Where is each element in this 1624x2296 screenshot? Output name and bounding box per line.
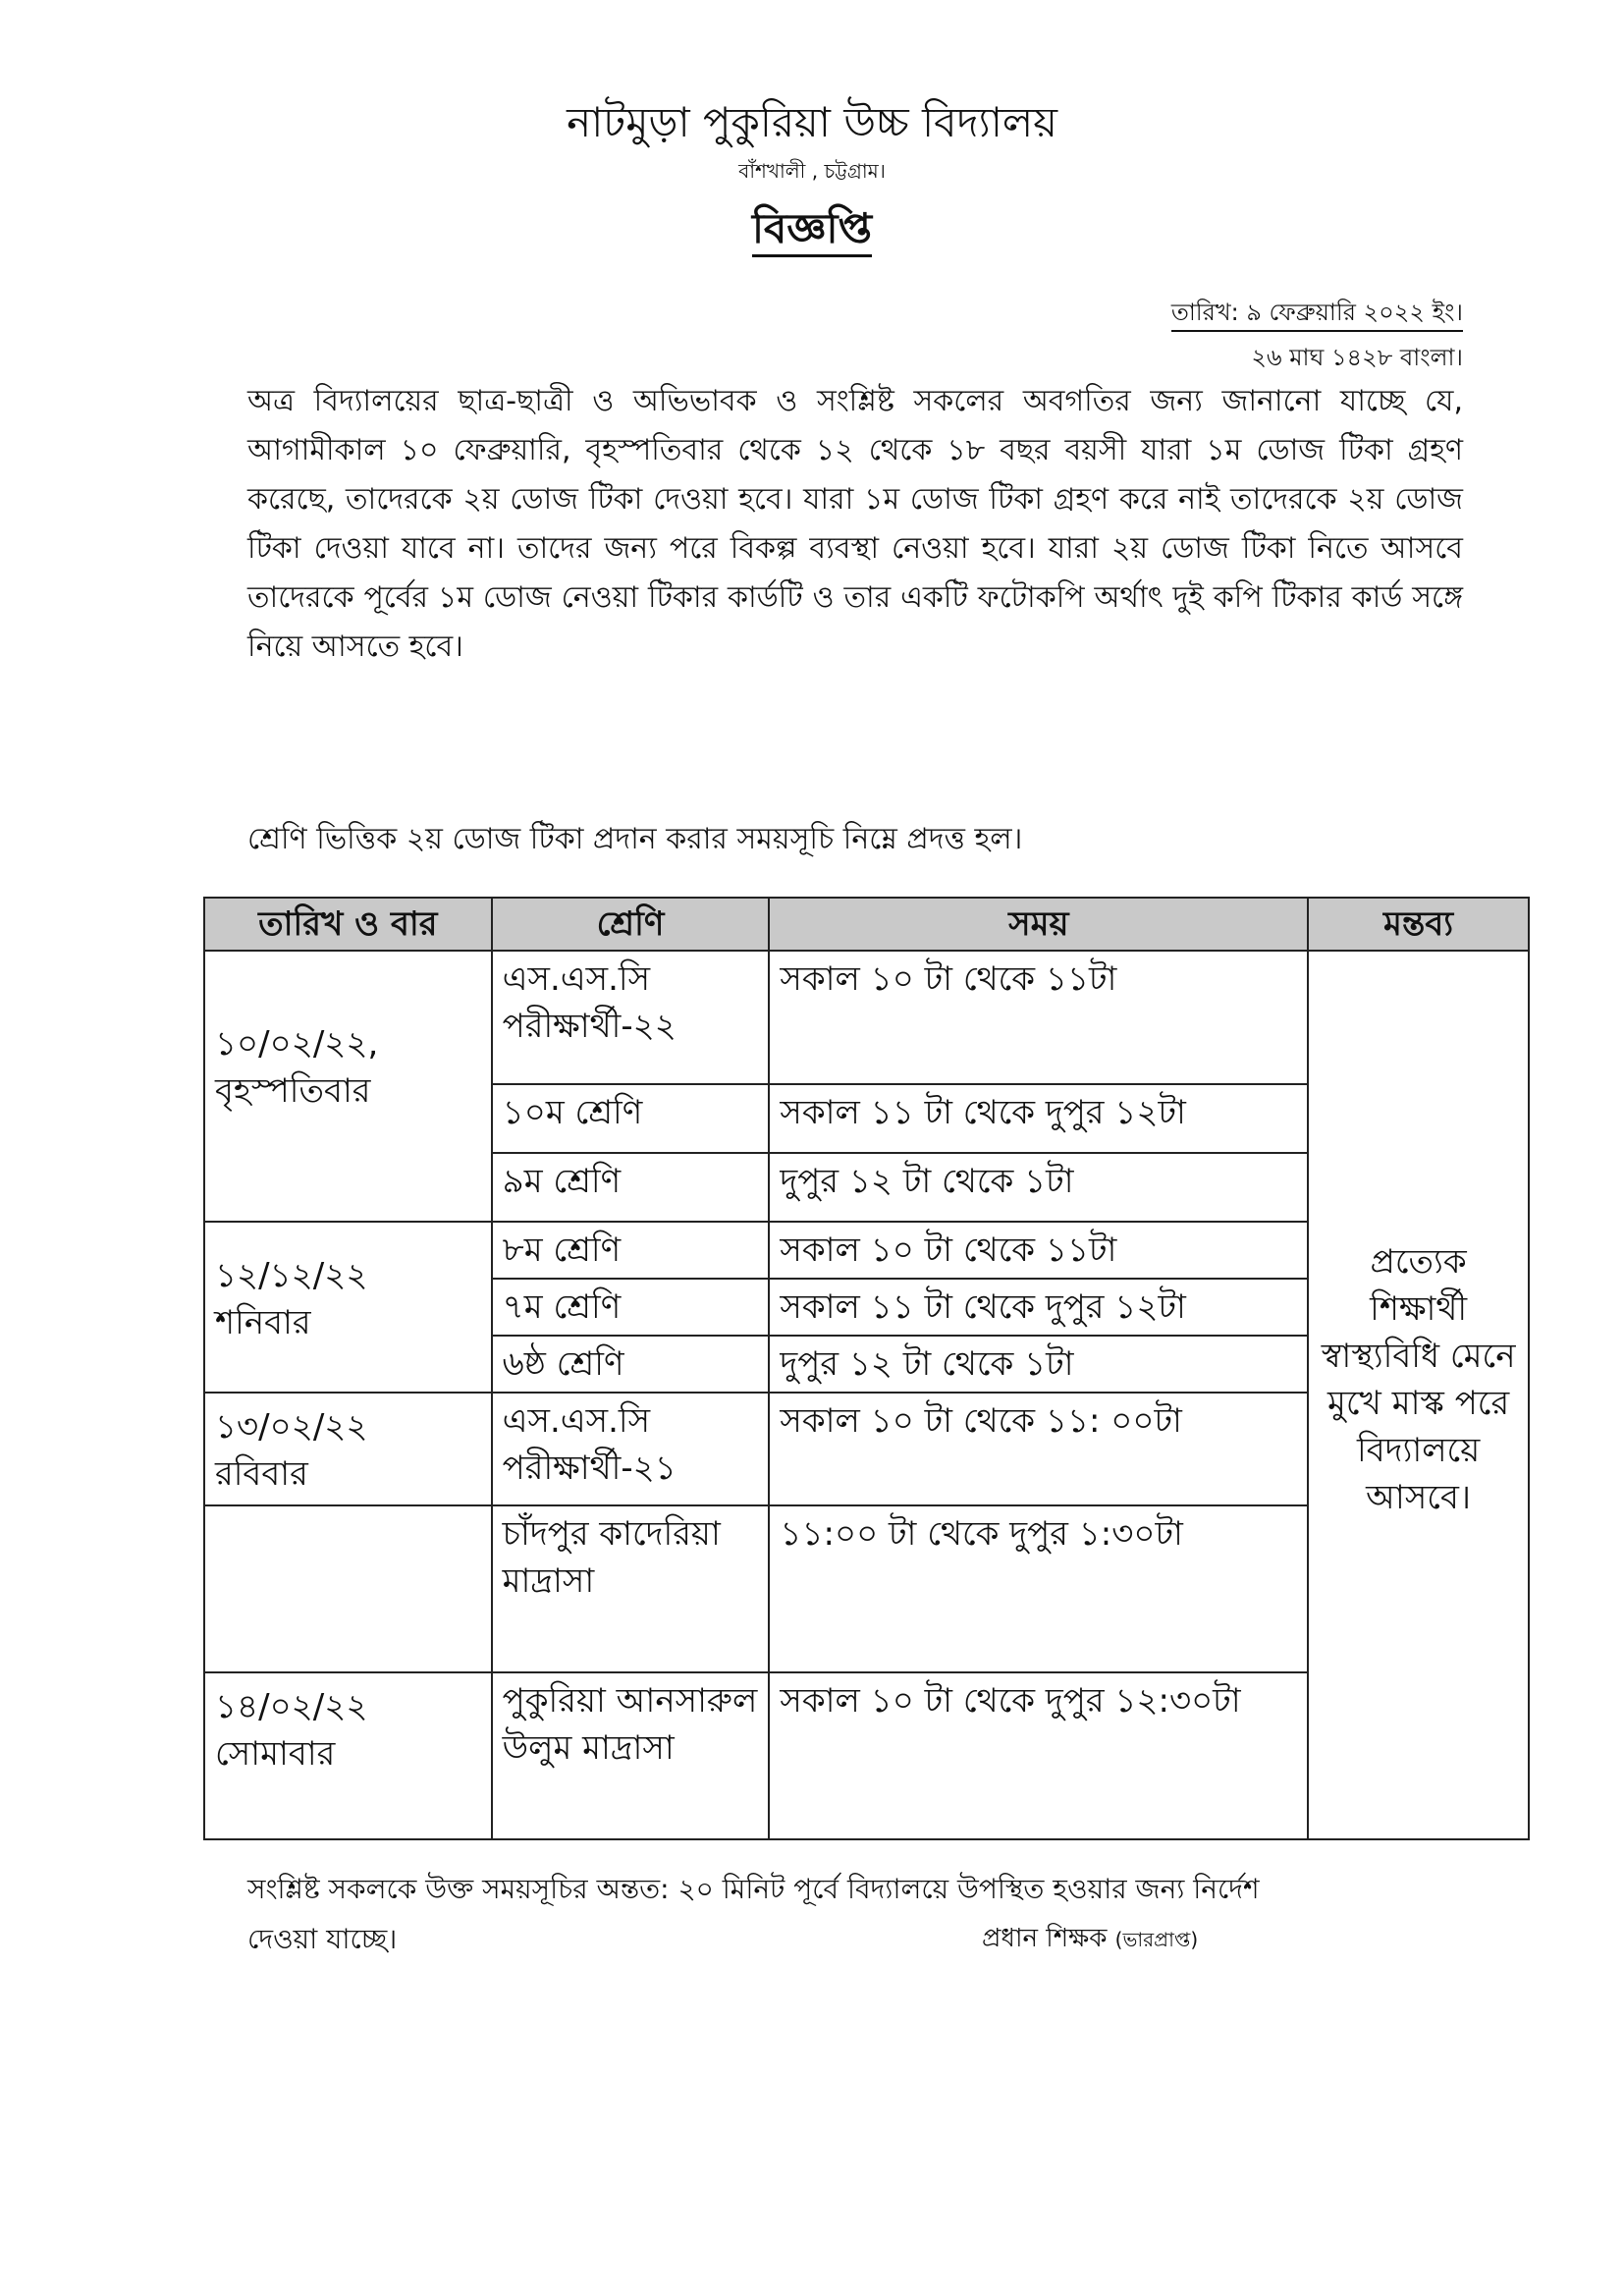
- footer-note-continued: দেওয়া যাচ্ছে।: [247, 1923, 398, 1955]
- day-value: রবিবার: [215, 1454, 308, 1494]
- date-english: [1171, 295, 1463, 334]
- date-cell: [204, 1672, 492, 1839]
- date-english-text: তারিখ: ৯ ফেব্রুয়ারি ২০২২ ইং।: [1171, 299, 1463, 332]
- class-cell: এস.এস.সি পরীক্ষার্থী-২২: [492, 951, 770, 1084]
- class-cell: এস.এস.সি পরীক্ষার্থী-২১: [492, 1393, 770, 1505]
- class-cell: ৯ম শ্রেণি: [492, 1153, 770, 1222]
- date-cell: [204, 1393, 492, 1505]
- school-address: বাঁশখালী , চট্টগ্রাম।: [738, 159, 886, 183]
- time-cell: সকাল ১১ টা থেকে দুপুর ১২টা: [769, 1279, 1308, 1336]
- date-value: ১০/০২/২২,: [215, 1024, 379, 1064]
- day-value: সোমাবার: [215, 1734, 336, 1774]
- header-date-day: তারিখ ও বার: [204, 898, 492, 951]
- notice-title: [0, 196, 1624, 266]
- date-cell: [204, 951, 492, 1222]
- schedule-intro: শ্রেণি ভিত্তিক ২য় ডোজ টিকা প্রদান করার সময়সূচি নিম্নে প্রদত্ত হল।: [247, 822, 1023, 856]
- class-cell: ১০ম শ্রেণি: [492, 1084, 770, 1153]
- school-name: নাটমুড়া পুকুরিয়া উচ্চ বিদ্যালয়: [567, 98, 1057, 146]
- date-value: ১২/১২/২২: [215, 1256, 368, 1295]
- time-cell: ১১:০০ টা থেকে দুপুর ১:৩০টা: [769, 1505, 1308, 1672]
- time-cell: দুপুর ১২ টা থেকে ১টা: [769, 1153, 1308, 1222]
- class-cell: ৬ষ্ঠ শ্রেণি: [492, 1336, 770, 1393]
- class-cell: চাঁদপুর কাদেরিয়া মাদ্রাসা: [492, 1505, 770, 1672]
- time-cell: সকাল ১০ টা থেকে ১১টা: [769, 951, 1308, 1084]
- notice-title-text: বিজ্ঞপ্তি: [752, 204, 872, 257]
- schedule-table: [203, 897, 1530, 1840]
- header-class: শ্রেণি: [492, 898, 770, 951]
- signature-suffix: (ভারপ্রাপ্ত): [1114, 1928, 1199, 1951]
- body-paragraph: অত্র বিদ্যালয়ের ছাত্র-ছাত্রী ও অভিভাবক ও সংশ্লিষ্ট সকলের অবগতির জন্য জানানো যাচ্ছে যে, আগামীকাল ১০ ফেব্রুয়ারি, বৃহস্পতিবার থেকে ১২ থেকে ১৮ বছর বয়সী যারা ১ম ডোজ টিকা গ্রহণ করেছে, তাদেরকে ২য় ডোজ টিকা দেওয়া হবে। যারা ১ম ডোজ টিকা গ্রহণ করে নাই তাদেরকে ২য় ডোজ টিকা দেওয়া যাবে না। তাদের জন্য পরে বিকল্প ব্যবস্থা নেওয়া হবে। যারা ২য় ডোজ টিকা নিতে আসবে তাদেরকে পূর্বের ১ম ডোজ নেওয়া টিকার কার্ডটি ও তার একটি ফটোকপি অর্থাৎ দুই কপি টিকার কার্ড সঙ্গে নিয়ে আসতে হবে।: [247, 384, 1463, 664]
- remark-cell: প্রত্যেক শিক্ষার্থী স্বাস্থ্যবিধি মেনে মুখে মাস্ক পরে বিদ্যালয়ে আসবে।: [1308, 951, 1529, 1839]
- class-cell: পুকুরিয়া আনসারুল উলুম মাদ্রাসা: [492, 1672, 770, 1839]
- date-cell-empty: [204, 1505, 492, 1672]
- date-value: ১৩/০২/২২: [215, 1407, 368, 1447]
- date-cell: [204, 1222, 492, 1393]
- footer-note: সংশ্লিষ্ট সকলকে উক্ত সময়সূচির অন্তত: ২০ মিনিট পূর্বে বিদ্যালয়ে উপস্থিত হওয়ার জন্য নির্দেশ: [247, 1873, 1260, 1905]
- date-value: ১৪/০২/২২: [215, 1687, 368, 1726]
- day-value: শনিবার: [215, 1303, 311, 1342]
- header-time: সময়: [769, 898, 1308, 951]
- header-remark: মন্তব্য: [1308, 898, 1529, 951]
- table-header-row: [204, 898, 1529, 951]
- signature-title: প্রধান শিক্ষক: [982, 1924, 1108, 1953]
- time-cell: সকাল ১১ টা থেকে দুপুর ১২টা: [769, 1084, 1308, 1153]
- signature: [982, 1918, 1198, 1961]
- date-bangla: ২৬ মাঘ ১৪২৮ বাংলা।: [1251, 344, 1463, 371]
- time-cell: সকাল ১০ টা থেকে ১১টা: [769, 1222, 1308, 1279]
- class-cell: ৮ম শ্রেণি: [492, 1222, 770, 1279]
- time-cell: সকাল ১০ টা থেকে ১১: ০০টা: [769, 1393, 1308, 1505]
- time-cell: দুপুর ১২ টা থেকে ১টা: [769, 1336, 1308, 1393]
- time-cell: সকাল ১০ টা থেকে দুপুর ১২:৩০টা: [769, 1672, 1308, 1839]
- day-value: বৃহস্পতিবার: [215, 1071, 371, 1111]
- class-cell: ৭ম শ্রেণি: [492, 1279, 770, 1336]
- table-row: [204, 951, 1529, 1084]
